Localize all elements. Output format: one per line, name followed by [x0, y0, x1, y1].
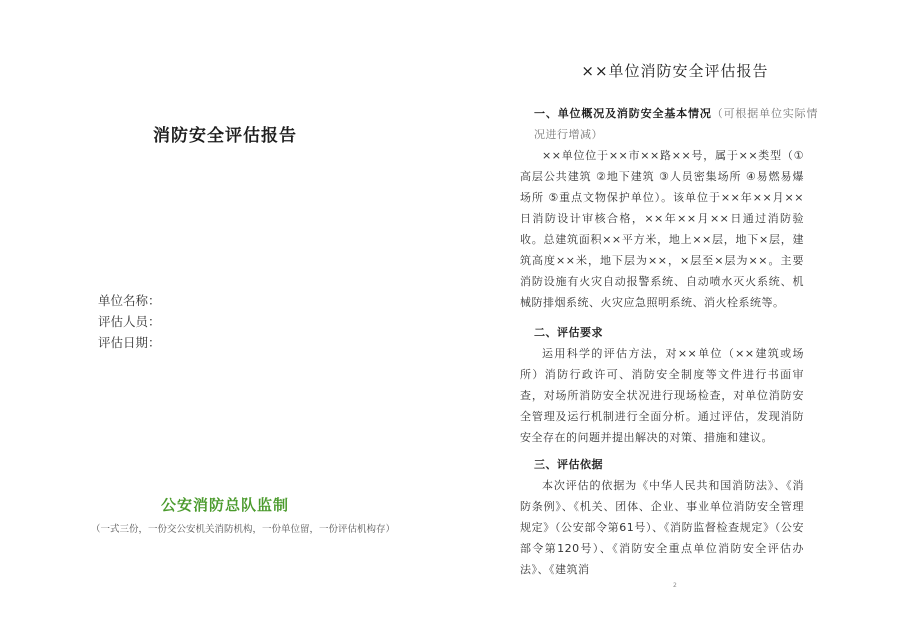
cover-title: 消防安全评估报告 — [153, 126, 297, 146]
supervisor-text: 公安消防总队监制 — [160, 496, 289, 514]
report-page — [450, 0, 900, 636]
section-3-heading: 三、评估依据 — [534, 458, 603, 471]
section-1-note: （可根据单位实际情况进行增减） — [534, 107, 819, 141]
assessor-label: 评估人员： — [98, 314, 161, 329]
assessment-date-label: 评估日期： — [98, 335, 161, 350]
page-number: 2 — [673, 582, 677, 589]
section-3-heading-row — [520, 454, 818, 475]
copy-note: （一式三份，一份交公安机关消防机构，一份单位留，一份评估机构存） — [91, 524, 396, 535]
report-title: ××单位消防安全评估报告 — [581, 62, 769, 80]
section-2-heading-row — [520, 322, 818, 343]
section-1-body: ××单位位于××市××路××号，属于××类型（①高层公共建筑 ②地下建筑 ③人员密集场所 ④易燃易爆场所 ⑤重点文物保护单位）。该单位于××年××月××日消防设计审核合格，××年××月××日通过消防验收。总建筑面积××平方米，地上××层，地下×层，建筑高度××米，地下层为××，×层至×层为××。主要消防设施有火灾自动报警系统、自动喷水灭火系统、机械防排烟系统、火灾应急照明系统、消火栓系统等。 — [520, 149, 804, 309]
cover-fields — [98, 290, 161, 353]
section-1-heading: 一、单位概况及消防安全基本情况 — [534, 107, 712, 120]
section-2-body: 运用科学的评估方法，对××单位（××建筑或场所）消防行政许可、消防安全制度等文件进行书面审查，对场所消防安全状况进行现场检查，对单位消防安全管理及运行机制进行全面分析。通过评估，发现消防安全存在的问题并提出解决的对策、措施和建议。 — [520, 347, 804, 444]
unit-name-label: 单位名称： — [98, 293, 161, 308]
section-2-heading: 二、评估要求 — [534, 326, 603, 339]
section-1-heading-row — [520, 103, 818, 145]
section-3-body: 本次评估的依据为《中华人民共和国消防法》、《消防条例》、《机关、团体、企业、事业单位消防安全管理规定》（公安部令第61号）、《消防监督检查规定》（公安部令第120号）、《消防安全重点单位消防安全评估办法》、《建筑消 — [520, 479, 804, 576]
